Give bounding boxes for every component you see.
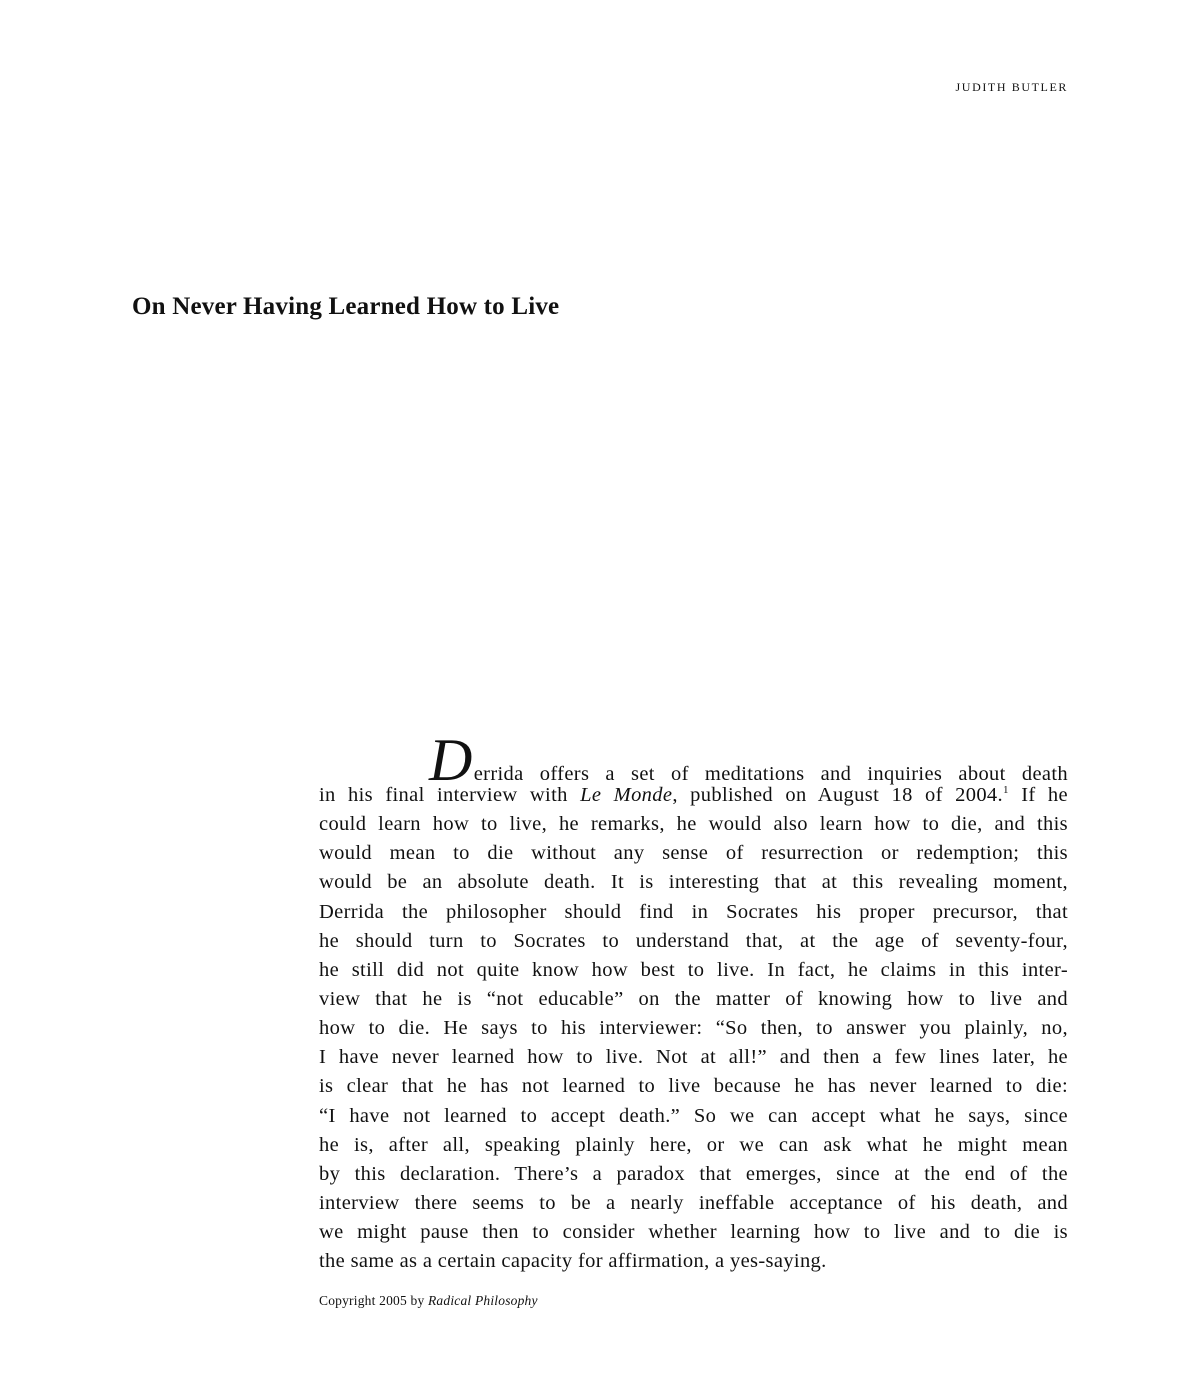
article-body — [319, 727, 1068, 1276]
body-line: the same as a certain capacity for affirmation, a yes-saying. — [319, 1250, 827, 1273]
body-line-text: If he — [1008, 784, 1068, 806]
body-line: could learn how to live, he remarks, he would also learn how to die, and this — [319, 813, 1068, 836]
copyright-prefix: Copyright 2005 by — [319, 1293, 428, 1308]
body-line: is clear that he has not learned to live because he has never learned to die: — [319, 1075, 1068, 1098]
body-line: interview there seems to be a nearly ineffable acceptance of his death, and — [319, 1191, 1068, 1214]
body-line-text: in his final interview with — [319, 784, 581, 806]
body-line: would mean to die without any sense of resurrection or redemption; this — [319, 842, 1068, 865]
copyright-publication: Radical Philosophy — [427, 1293, 538, 1308]
body-line-text: errida offers a set of meditations and inquiries about death — [473, 763, 1068, 785]
body-line: would be an absolute death. It is interesting that at this revealing moment, — [319, 871, 1068, 894]
article-title: On Never Having Learned How to Live — [132, 293, 560, 320]
body-line — [319, 781, 1068, 810]
body-line: Derrida the philosopher should find in Socrates his proper precursor, that — [319, 900, 1068, 923]
drop-cap: D — [429, 727, 473, 793]
body-line — [319, 727, 1068, 793]
body-line: he is, after all, speaking plainly here, or we can ask what he might mean — [319, 1133, 1068, 1156]
body-line: by this declaration. There’s a paradox that emerges, since at the end of the — [319, 1162, 1068, 1185]
body-line: I have never learned how to live. Not at all!” and then a few lines later, he — [319, 1046, 1068, 1069]
body-line: how to die. He says to his interviewer: “So then, to answer you plainly, no, — [319, 1017, 1068, 1040]
body-line: he still did not quite know how best to live. In fact, he claims in this inter- — [319, 958, 1068, 981]
body-line: “I have not learned to accept death.” So we can accept what he says, since — [319, 1104, 1068, 1127]
footnote-marker[interactable]: 1 — [1003, 784, 1009, 796]
body-line: we might pause then to consider whether learning how to live and to die is — [319, 1221, 1068, 1244]
running-head-author: JUDITH BUTLER — [955, 80, 1068, 94]
body-line-text: , published on August 18 of 2004. — [672, 784, 1004, 806]
publication-title: Le Monde — [580, 784, 673, 806]
body-line: view that he is “not educable” on the matter of knowing how to live and — [319, 987, 1068, 1010]
copyright-notice — [319, 1293, 538, 1309]
body-line: he should turn to Socrates to understand that, at the age of seventy-four, — [319, 929, 1068, 952]
